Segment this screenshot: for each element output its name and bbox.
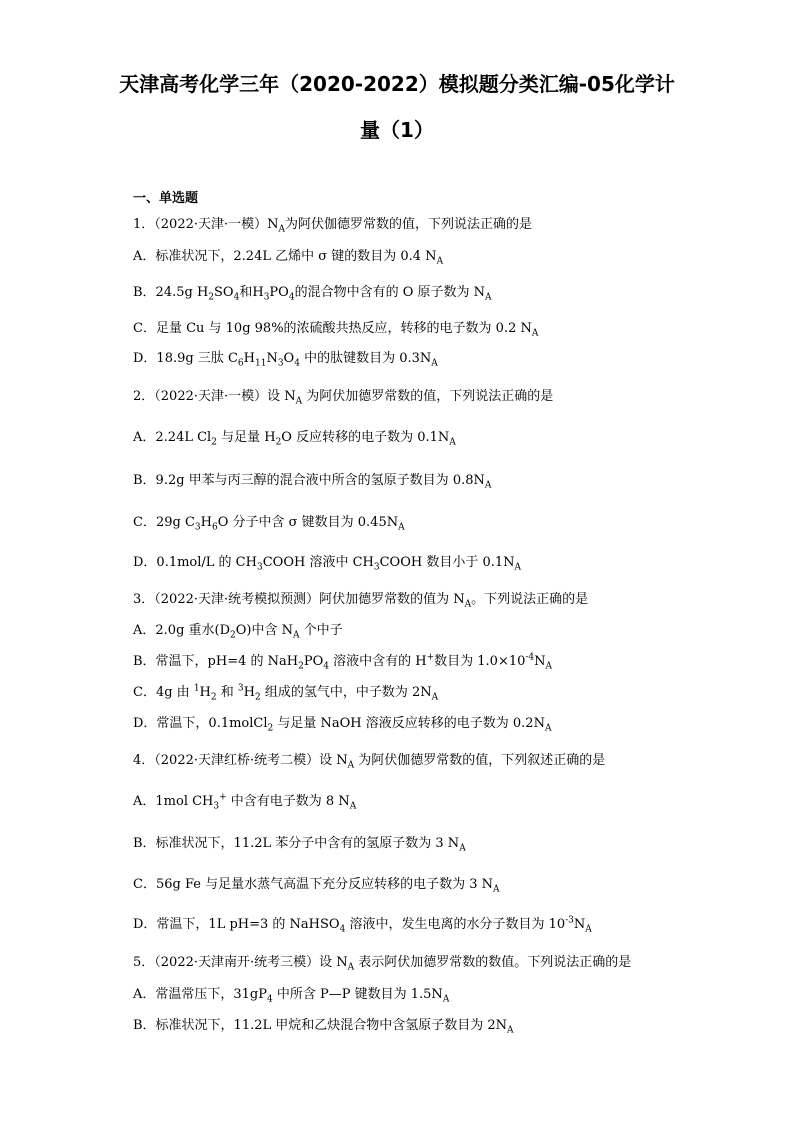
- q3-option-c: C．4g 由 $^1H_2$ 和 $^3H_2$ 组成的氢气中，中子数为 $2N_A$: [133, 683, 439, 703]
- q3-option-b: B．常温下，pH=4 的 $NaH_2PO_4$ 溶液中含有的 H+数目为 $1.0\times 10^{-4}N_A$: [133, 652, 553, 672]
- q1-option-c: C．足量 Cu 与 10g 98%的浓硫酸共热反应，转移的电子数为 0.2 $N_A$: [133, 321, 539, 339]
- q2-option-b: B．9.2g 甲苯与丙三醇的混合液中所含的氢原子数目为 $0.8N_A$: [133, 473, 492, 491]
- q3-option-d: D．常温下，0.1molCl$_2$ 与足量 NaOH 溶液反应转移的电子数为 $0.2N_A$: [133, 716, 552, 734]
- q4-option-d: D．常温下，1L pH=3 的 NaHSO$_4$ 溶液中，发生电离的水分子数目为 $10^{-3}N_A$: [133, 915, 592, 935]
- q4-stem: 4．（2022·天津红桥·统考二模）设 $N_A$ 为阿伏伽德罗常数的值，下列叙述正确的是: [133, 753, 606, 771]
- q2-stem: 2．（2022·天津·一模）设 $N_A$ 为阿伏加德罗常数的值，下列说法正确的是: [133, 389, 554, 407]
- q1-option-a: A．标准状况下，2.24L 乙烯中 σ 键的数目为 0.4 $N_A$: [133, 249, 444, 267]
- q3-option-a: A．2.0g 重水$(D_2O)$中含 $N_A$ 个中子: [133, 623, 343, 641]
- q1-option-b: B．24.5g $H_2SO_4$和$H_3PO_4$的混合物中含有的 O 原子数为 $N_A$: [133, 285, 492, 303]
- title-line-1: 天津高考化学三年（2020-2022）模拟题分类汇编-05化学计: [119, 72, 675, 96]
- section-heading: 一、单选题: [133, 191, 199, 206]
- q1-option-d: D．18.9g 三肽 $C_6H_{11}N_3O_4$ 中的肽键数目为 $0.3N_A$: [133, 351, 438, 369]
- q5-option-b: B．标准状况下，11.2L 甲烷和乙炔混合物中含氢原子数目为 $2N_A$: [133, 1018, 514, 1036]
- q2-option-d: D．0.1mol/L 的 $CH_3COOH$ 溶液中 $CH_3COOH$ 数目小于 $0.1N_A$: [133, 555, 522, 573]
- title-line-2: 量（1）: [360, 118, 434, 142]
- q4-option-a: A．1mol $CH_3^+$ 中含有电子数为 8 $N_A$: [133, 792, 357, 812]
- q5-option-a: A．常温常压下，$31gP_4$ 中所含 P—P 键数目为 $1.5N_A$: [133, 987, 450, 1005]
- q4-option-b: B．标准状况下，11.2L 苯分子中含有的氢原子数为 3 $N_A$: [133, 836, 466, 854]
- q4-option-c: C．56g Fe 与足量水蒸气高温下充分反应转移的电子数为 3 $N_A$: [133, 877, 500, 895]
- q2-option-c: C．29g $C_3H_6O$ 分子中含 σ 键数目为 $0.45N_A$: [133, 515, 405, 533]
- q3-stem: 3．（2022·天津·统考模拟预测）阿伏加德罗常数的值为 $N_A$。下列说法正确的是: [133, 592, 589, 610]
- q1-stem: 1．（2022·天津·一模）$N_A$为阿伏伽德罗常数的值，下列说法正确的是: [133, 217, 533, 235]
- q2-option-a: A．2.24L $Cl_2$ 与足量 $H_2O$ 反应转移的电子数为 $0.1N_A$: [133, 430, 456, 448]
- q5-stem: 5．（2022·天津南开·统考三模）设 $N_A$ 表示阿伏加德罗常数的数值。下列说法正确的是: [133, 955, 632, 973]
